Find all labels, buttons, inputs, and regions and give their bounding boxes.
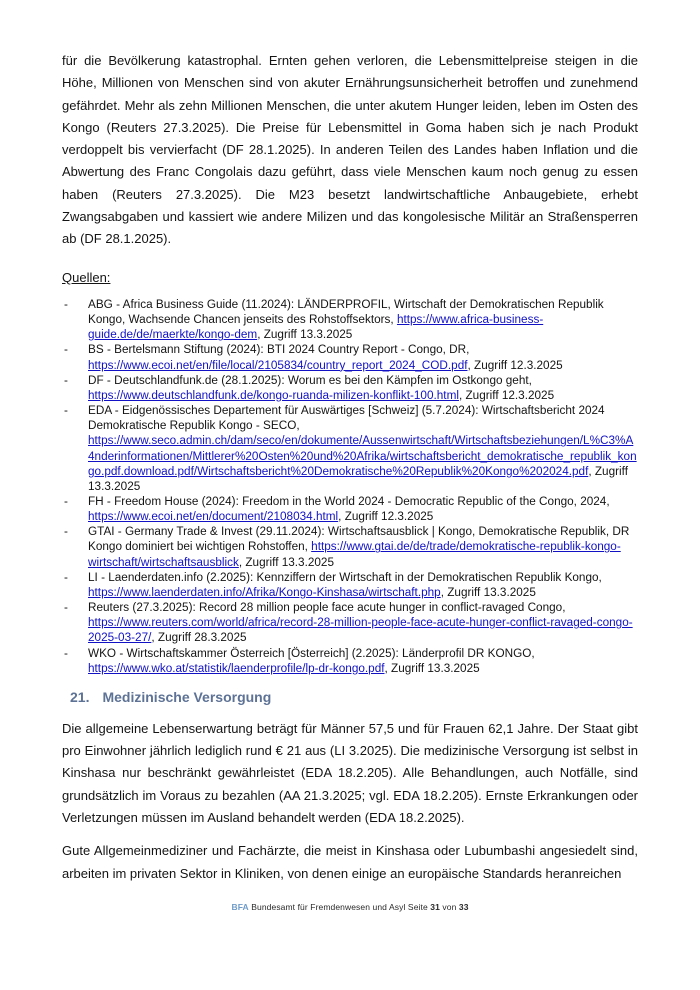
source-item-gtai: [62, 524, 638, 569]
source-suffix: , Zugriff 13.3.2025: [238, 555, 334, 569]
source-text: FH - Freedom House (2024): Freedom in the World 2024 - Democratic Republic of the Congo, 2024,: [88, 495, 610, 508]
source-link[interactable]: https://www.africa-business-guide.de/de/maerkte/kongo-dem: [88, 313, 544, 342]
source-link[interactable]: https://www.deutschlandfunk.de/kongo-ruanda-milizen-konflikt-100.html: [88, 388, 459, 402]
paragraph-food-crisis: für die Bevölkerung katastrophal. Ernten gehen verloren, die Lebensmittelpreise steigen in die Höhe, Millionen von Menschen sind von akuter Ernährungsunsicherheit betroffen und zunehmend gefährdet. Mehr als zehn Millionen Menschen, die unter akutem Hunger leiden, leben im Osten des Kongo (Reuters 27.3.2025). Die Preise für Lebensmittel in Goma haben sich je nach Produkt verdoppelt bis vervierfacht (DF 28.1.2025). In anderen Teilen des Landes haben Inflation und die Abwertung des Franc Congolais dazu geführt, dass viele Menschen kaum noch genug zu essen haben (Reuters 27.3.2025). Die M23 besetzt landwirtschaftliche Anbaugebiete, erhebt Zwangsabgaben und kassiert wie andere Milizen und das kongolesische Militär an Straßensperren ab (DF 28.1.2025).: [62, 53, 638, 247]
source-link[interactable]: https://www.reuters.com/world/africa/record-28-million-people-face-acute-hunger-conflict-ravaged-congo-2025-03-27/: [88, 616, 633, 645]
source-item-abg: [62, 297, 638, 342]
source-text: GTAI - Germany Trade & Invest (29.11.2024): Wirtschaftsausblick | Kongo, Demokratische Republik, DR Kongo dominiert bei wichtigen Rohstoffen,: [88, 525, 630, 554]
bullet-dash: -: [64, 373, 68, 387]
source-item-df: [62, 373, 638, 403]
section-number: 21.: [70, 688, 90, 705]
bullet-dash: -: [64, 495, 68, 508]
source-suffix: , Zugriff 13.3.2025: [88, 464, 628, 493]
source-link[interactable]: https://www.gtai.de/de/trade/demokratische-republik-kongo-wirtschaft/wirtschaftsausblick: [88, 540, 621, 569]
bullet-dash: -: [64, 297, 68, 311]
bullet-dash: -: [64, 404, 68, 418]
source-suffix: , Zugriff 28.3.2025: [151, 631, 247, 645]
sources-list: [62, 297, 638, 676]
bullet-dash: -: [64, 570, 68, 584]
source-suffix: , Zugriff 12.3.2025: [338, 510, 434, 524]
bullet-dash: -: [64, 343, 68, 357]
source-link[interactable]: https://www.ecoi.net/en/file/local/2105834/country_report_2024_COD.pdf: [88, 358, 468, 372]
source-text: EDA - Eidgenössisches Departement für Auswärtiges [Schweiz] (5.7.2024): Wirtschaftsbericht 2024 Demokratische Republik Kongo - SECO,: [88, 404, 605, 433]
source-item-reuters: [62, 600, 638, 645]
source-text: Reuters (27.3.2025): Record 28 million people face acute hunger in conflict-ravaged Congo,: [88, 601, 566, 615]
bullet-dash: -: [64, 646, 68, 660]
footer-org: Bundesamt für Fremdenwesen und Asyl: [251, 902, 406, 912]
paragraph-medical-care: Die allgemeine Lebenserwartung beträgt für Männer 57,5 und für Frauen 62,1 Jahre. Der Staat gibt pro Einwohner jährlich lediglich rund € 21 aus (LI 3.2025). Die medizinische Versorgung ist selbst in Kinshasa nur beschränkt gewährleistet (EDA 18.2.205). Alle Behandlungen, auch Notfälle, sind grundsätzlich im Voraus zu bezahlen (AA 21.3.2025; vgl. EDA 18.2.205). Ernste Erkrankungen oder Verletzungen müssen im Ausland behandelt werden (EDA 18.2.2025).: [62, 720, 638, 826]
source-link[interactable]: https://www.ecoi.net/en/document/2108034.html: [88, 510, 339, 524]
bullet-dash: -: [64, 525, 68, 539]
source-suffix: , Zugriff 13.3.2025: [440, 585, 536, 599]
source-text: DF - Deutschlandfunk.de (28.1.2025): Worum es bei den Kämpfen im Ostkongo geht,: [88, 373, 532, 387]
footer-page-number: 31: [430, 902, 440, 912]
source-suffix: , Zugriff 12.3.2025: [458, 388, 555, 402]
source-link[interactable]: https://www.seco.admin.ch/dam/seco/en/dokumente/Aussenwirtschaft/Wirtschaftsbeziehungen/L%C3%A4nderinformationen/Mittlerer%20Osten%20und%20Afrika/wirtschaftsbericht_demokratische_republik_kongo.pdf.download.pdf/Wirtschaftsbericht%20Demokratische%20Republik%20Kongo%202024.pdf: [88, 434, 637, 478]
sources-label: Quellen:: [62, 269, 111, 285]
source-text: BS - Bertelsmann Stiftung (2024): BTI 2024 Country Report - Congo, DR,: [88, 343, 470, 357]
source-suffix: , Zugriff 13.3.2025: [257, 328, 353, 342]
footer-page-label: Seite: [407, 902, 428, 912]
source-link[interactable]: https://www.wko.at/statistik/laenderprofile/lp-dr-kongo.pdf: [88, 661, 385, 675]
source-item-fh: [62, 494, 638, 524]
source-item-eda: [62, 403, 638, 494]
section-heading-medizinische-versorgung: [62, 689, 638, 706]
source-suffix: , Zugriff 13.3.2025: [384, 661, 480, 675]
footer-total-pages: 33: [458, 902, 469, 912]
source-item-wko: [62, 646, 638, 676]
source-item-bs: [62, 342, 638, 372]
page-footer: [0, 902, 700, 912]
source-text: WKO - Wirtschaftskammer Österreich [Österreich] (2.2025): Länderprofil DR KONGO,: [88, 646, 535, 660]
footer-of-label: von: [442, 902, 457, 912]
source-link[interactable]: https://www.laenderdaten.info/Afrika/Kongo-Kinshasa/wirtschaft.php: [88, 585, 441, 599]
paragraph-doctors: Gute Allgemeinmediziner und Fachärzte, die meist in Kinshasa oder Lubumbashi angesiedelt sind, arbeiten im privaten Sektor in Kliniken, von denen einige an europäische Standards heranreichen: [62, 843, 638, 881]
section-title: Medizinische Versorgung: [102, 688, 272, 705]
source-suffix: , Zugriff 12.3.2025: [467, 358, 563, 372]
bullet-dash: -: [64, 601, 68, 615]
bfa-logo: BFA: [231, 902, 249, 912]
source-text: ABG - Africa Business Guide (11.2024): LÄNDERPROFIL, Wirtschaft der Demokratischen Republik Kongo, Wachsende Chancen jenseits des Rohstoffsektors,: [88, 297, 604, 327]
source-text: LI - Laenderdaten.info (2.2025): Kennziffern der Wirtschaft in der Demokratischen Republik Kongo,: [88, 570, 602, 584]
source-item-li: [62, 570, 638, 600]
